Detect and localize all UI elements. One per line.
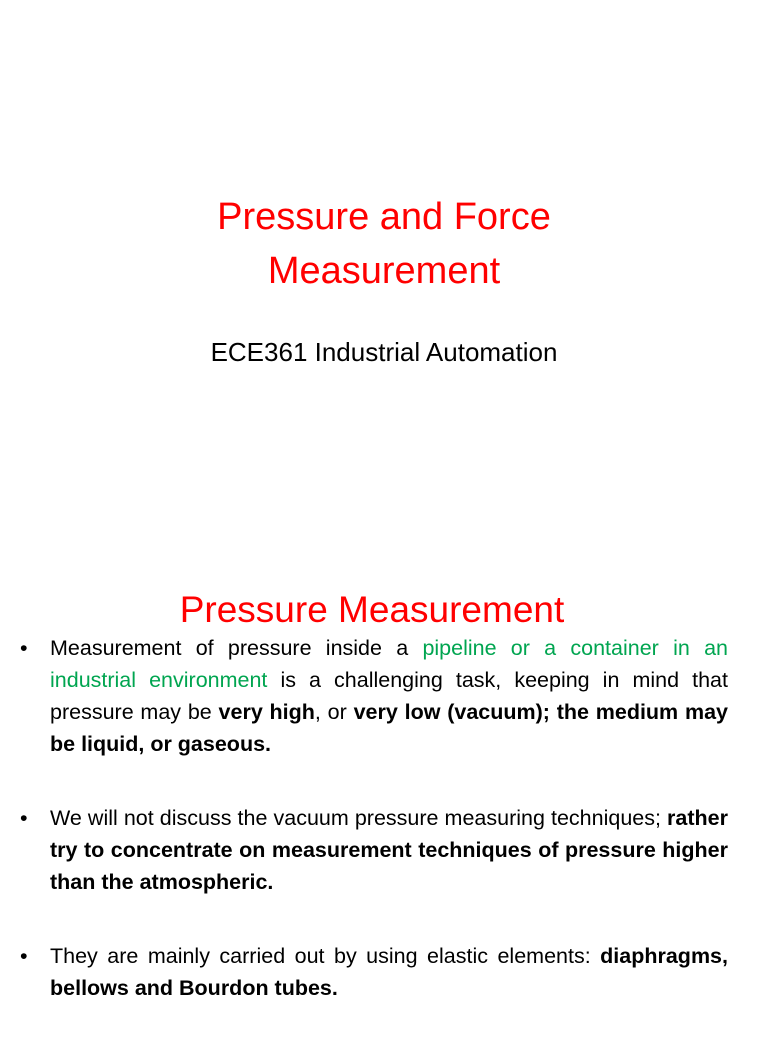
content-slide <box>0 576 768 1024</box>
slide-subtitle: ECE361 Industrial Automation <box>210 337 558 367</box>
bullet-text: They are mainly carried out by using elastic elements: <box>50 944 601 968</box>
bullet-dot: • <box>20 636 28 660</box>
bullet-item <box>18 940 728 1004</box>
bullet-bold: very high <box>218 700 315 724</box>
bullet-item <box>18 632 728 760</box>
bullet-dot: • <box>20 806 28 830</box>
title-line-2: Measurement <box>267 250 501 292</box>
title-line-1: Pressure and Force <box>217 196 551 238</box>
bullet-text: is a challenging task, keeping in mind that pressure may be <box>50 668 728 724</box>
bullet-text: Measurement of pressure inside a <box>50 636 423 660</box>
bullet-highlight: pipeline or a container in an industrial environment <box>50 636 728 692</box>
bullet-bold: diaphragms, bellows and Bourdon tubes. <box>50 944 728 1000</box>
bullet-list <box>18 632 728 1046</box>
bullet-item <box>18 802 728 898</box>
bullet-bold: rather try to concentrate on measurement techniques of pressure higher than the atmospheric. <box>50 806 728 894</box>
bullet-dot: • <box>20 944 28 968</box>
bullet-text: , or <box>314 700 354 724</box>
bullet-bold: very low (vacuum); the medium may be liquid, or gaseous. <box>50 700 728 756</box>
section-title: Pressure Measurement <box>179 589 565 630</box>
slide-title <box>0 190 768 298</box>
bullet-text: We will not discuss the vacuum pressure measuring techniques; <box>50 806 668 830</box>
